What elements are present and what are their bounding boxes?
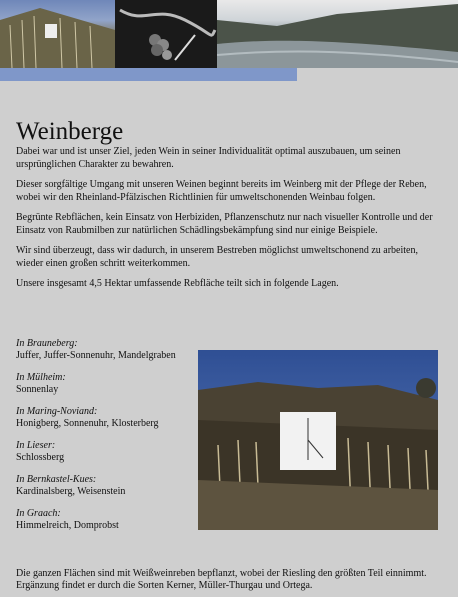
paragraph: Dieser sorgfältige Umgang mit unseren Weinen beginnt bereits im Weinberg mit der Pflege der Reben, wobei wir den Rheinland-Pfälzischen Richtlinien für umweltschonenden Weinbau folgen. [16, 179, 427, 203]
footer-text: Die ganzen Flächen sind mit Weißweinreben bepflanzt, wobei der Riesling den größten Teil einnimmt. Ergänzung findet er durch die Sorten Kerner, Müller-Thurgau und Ortega. [16, 568, 427, 591]
paragraph: Dabei war und ist unser Ziel, jeden Wein in seiner Individualität optimal auszubauen, um seinen ursprünglichen Charakter zu bewahren. [16, 146, 401, 170]
location-sites: Sonnenlay [16, 384, 59, 395]
paragraph: Wir sind überzeugt, dass wir dadurch, in unserem Bestreben möglichst umweltschonend zu arbeiten, wieder einen großen schritt weiterkommen. [16, 245, 418, 269]
location-name: In Mülheim: [16, 372, 66, 383]
list-item [16, 508, 196, 532]
paragraph: Begrünte Rebflächen, kein Einsatz von Herbiziden, Pflanzenschutz nur nach visueller Kontrolle und der Einsatz von Raubmilben zur natürlichen Schädlingsbekämpfung sind nur einige Beispiele. [16, 212, 433, 236]
vineyard-locations-list [16, 338, 196, 542]
grape-vine-photo [115, 0, 217, 68]
sundial-vineyard-photo [198, 350, 438, 530]
location-name: In Bernkastel-Kues: [16, 474, 97, 485]
list-item [16, 406, 196, 430]
location-sites: Kardinalsberg, Weisenstein [16, 486, 126, 497]
location-sites: Juffer, Juffer-Sonnenuhr, Mandelgraben [16, 350, 176, 361]
header-banner [0, 0, 458, 68]
location-sites: Himmelreich, Domprobst [16, 520, 119, 531]
location-name: In Graach: [16, 508, 61, 519]
location-name: In Lieser: [16, 440, 56, 451]
accent-bar [0, 68, 297, 81]
location-sites: Honigberg, Sonnenuhr, Klosterberg [16, 418, 159, 429]
paragraph: Unsere insgesamt 4,5 Hektar umfassende Rebfläche teilt sich in folgende Lagen. [16, 278, 339, 289]
list-item [16, 440, 196, 464]
location-name: In Brauneberg: [16, 338, 78, 349]
location-name: In Maring-Noviand: [16, 406, 98, 417]
vineyard-hill-photo [0, 0, 115, 68]
moselle-river-photo [217, 0, 458, 68]
page-title: Weinberge [16, 118, 124, 145]
main-content [16, 118, 444, 299]
list-item [16, 474, 196, 498]
location-sites: Schlossberg [16, 452, 65, 463]
list-item [16, 338, 196, 362]
list-item [16, 372, 196, 396]
